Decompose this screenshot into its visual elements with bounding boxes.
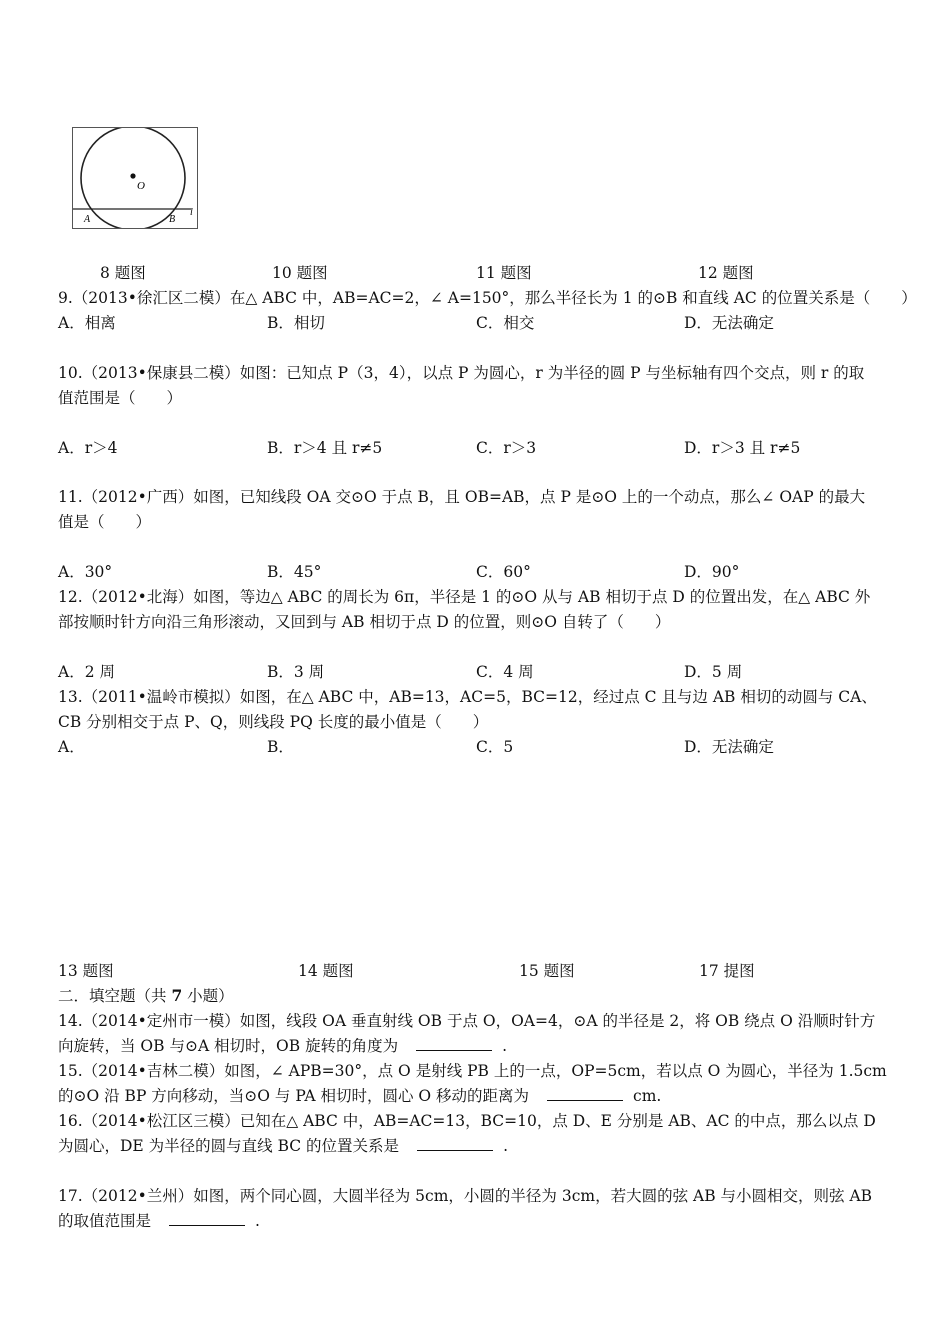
q9-option-c: C．相交: [476, 314, 535, 332]
caption-fig-8: 8 题图: [100, 264, 146, 282]
question-14-line-2: [58, 1034, 507, 1056]
q13-option-b: B．: [267, 738, 294, 756]
q11-option-d: D．90°: [684, 563, 740, 581]
q16-line-2-text: 为圆心，DE 为半径的圆与直线 BC 的位置关系是: [58, 1137, 400, 1155]
q17-line-2-text: 的取值范围是: [58, 1212, 152, 1230]
caption-fig-12: 12 题图: [698, 264, 754, 282]
q12-option-c: C．4 周: [476, 663, 534, 681]
q16-line-2-end: .: [503, 1137, 508, 1155]
caption-fig-15: 15 题图: [519, 962, 575, 980]
center-point: [130, 173, 135, 178]
question-11-line-1: 11.（2012•广西）如图，已知线段 OA 交⊙O 于点 B，且 OB=AB，点 P 是⊙O 上的一个动点，那么∠ OAP 的最大: [58, 488, 866, 506]
figure-8-circle-tangent: [72, 127, 198, 229]
question-17-line-1: 17.（2012•兰州）如图，两个同心圆，大圆半径为 5cm，小圆的半径为 3cm，若大圆的弦 AB 与小圆相交，则弦 AB: [58, 1187, 873, 1205]
q13-option-a: A．: [58, 738, 85, 756]
q9-option-b: B．相切: [267, 314, 325, 332]
question-9-text: 9.（2013•徐汇区二模）在△ ABC 中，AB=AC=2，∠ A=150°，那么半径长为 1 的⊙B 和直线 AC 的位置关系是（ ）: [58, 289, 917, 307]
q17-line-2-end: .: [255, 1212, 260, 1230]
caption-fig-14: 14 题图: [298, 962, 354, 980]
label-a: A: [84, 214, 91, 225]
question-12-line-1: 12.（2012•北海）如图，等边△ ABC 的周长为 6π，半径是 1 的⊙O 从与 AB 相切于点 D 的位置出发，在△ ABC 外: [58, 588, 871, 606]
q12-option-a: A．2 周: [58, 663, 115, 681]
q15-answer-blank[interactable]: [547, 1086, 623, 1101]
q12-option-b: B．3 周: [267, 663, 325, 681]
question-16-line-2: [58, 1134, 508, 1156]
circle-line-diagram: [73, 128, 197, 228]
q14-answer-blank[interactable]: [416, 1036, 492, 1051]
section-prefix: 二．填空题（共: [58, 987, 172, 1005]
q14-line-2-end: .: [502, 1037, 508, 1055]
q11-option-c: C．60°: [476, 563, 531, 581]
q10-option-c: C．r＞3: [476, 439, 537, 457]
q17-answer-blank[interactable]: [169, 1211, 245, 1226]
label-b: B: [169, 214, 176, 225]
caption-fig-11: 11 题图: [476, 264, 532, 282]
caption-fig-17: 17 提图: [699, 962, 755, 980]
q12-option-d: D．5 周: [684, 663, 743, 681]
q11-option-b: B．45°: [267, 563, 322, 581]
question-16-line-1: 16.（2014•松江区三模）已知在△ ABC 中，AB=AC=13，BC=10，点 D、E 分别是 AB、AC 的中点，那么以点 D: [58, 1112, 876, 1130]
question-15-line-1: 15.（2014•吉林二模）如图，∠ APB=30°，点 O 是射线 PB 上的一点，OP=5cm，若以点 O 为圆心，半径为 1.5cm: [58, 1062, 887, 1080]
q15-line-2-text: 的⊙O 沿 BP 方向移动，当⊙O 与 PA 相切时，圆心 O 移动的距离为: [58, 1087, 530, 1105]
question-11-line-2: 值是（ ）: [58, 513, 152, 531]
section-heading: [58, 984, 234, 1006]
question-13-line-2: CB 分别相交于点 P、Q，则线段 PQ 长度的最小值是（ ）: [58, 713, 489, 731]
q10-option-a: A．r＞4: [58, 439, 118, 457]
q16-answer-blank[interactable]: [417, 1136, 493, 1151]
q11-option-a: A．30°: [58, 563, 113, 581]
q15-line-2-end: cm.: [633, 1087, 662, 1105]
question-10-line-2: 值范围是（ ）: [58, 389, 183, 407]
q14-line-2-text: 向旋转，当 OB 与⊙A 相切时，OB 旋转的角度为: [58, 1037, 399, 1055]
question-15-line-2: [58, 1084, 661, 1106]
label-o: O: [137, 180, 145, 192]
section-count: 7: [171, 986, 183, 1005]
question-12-line-2: 部按顺时针方向沿三角形滚动，又回到与 AB 相切于点 D 的位置，则⊙O 自转了（ ）: [58, 613, 671, 631]
label-l: l: [190, 207, 193, 218]
q10-option-d: D．r＞3 且 r≠5: [684, 439, 801, 457]
q13-option-c: C．5: [476, 738, 514, 756]
question-10-line-1: 10.（2013•保康县二模）如图：已知点 P（3，4），以点 P 为圆心，r 为半径的圆 P 与坐标轴有四个交点，则 r 的取: [58, 364, 865, 382]
caption-fig-10: 10 题图: [272, 264, 328, 282]
question-14-line-1: 14.（2014•定州市一模）如图，线段 OA 垂直射线 OB 于点 O，OA=4，⊙A 的半径是 2，将 OB 绕点 O 沿顺时针方: [58, 1012, 876, 1030]
question-17-line-2: [58, 1209, 260, 1231]
q13-option-d: D．无法确定: [684, 738, 774, 756]
q10-option-b: B．r＞4 且 r≠5: [267, 439, 383, 457]
caption-fig-13: 13 题图: [58, 962, 114, 980]
q9-option-d: D．无法确定: [684, 314, 774, 332]
question-13-line-1: 13.（2011•温岭市模拟）如图，在△ ABC 中，AB=13，AC=5，BC=12，经过点 C 且与边 AB 相切的动圆与 CA、: [58, 688, 877, 706]
q9-option-a: A．相离: [58, 314, 116, 332]
section-suffix: 小题）: [182, 987, 234, 1005]
